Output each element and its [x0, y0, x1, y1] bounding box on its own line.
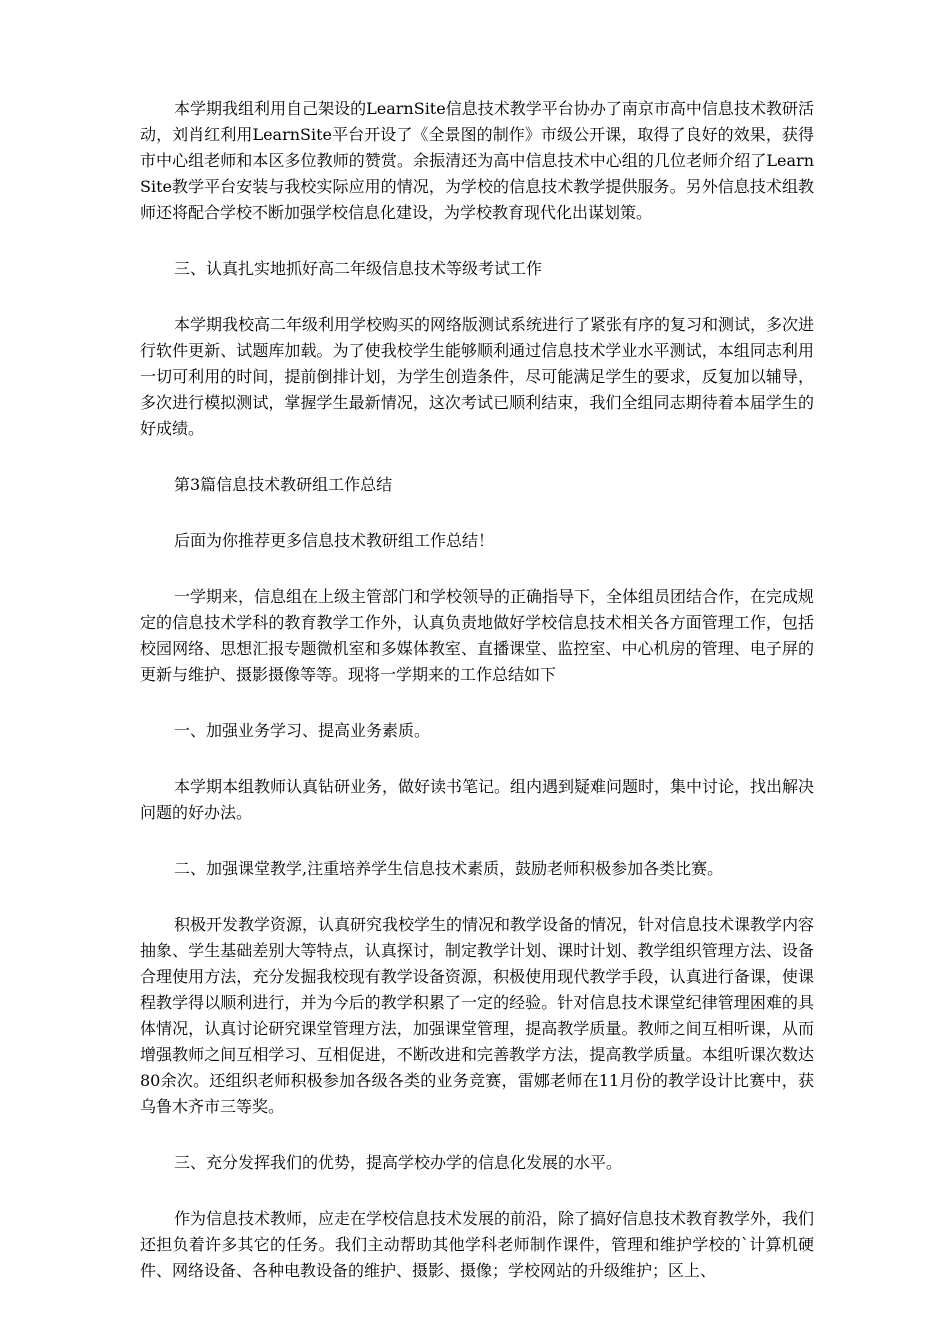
document-page [140, 96, 814, 1314]
paragraph-exam-work: 本学期我校高二年级利用学校购买的网络版测试系统进行了紧张有序的复习和测试，多次进行软件更新、试题库加载。为了使我校学生能够顺利通过信息技术学业水平测试，本组同志利用一切可利用的时间，提前倒排计划，为学生创造条件，尽可能满足学生的要求，反复加以辅导，多次进行模拟测试，掌握学生最新情况，这次考试已顺利结束，我们全组同志期待着本届学生的好成绩。 [140, 315, 815, 438]
paragraph-informatization: 作为信息技术教师，应走在学校信息技术发展的前沿，除了搞好信息技术教育教学外，我们还担负着许多其它的任务。我们主动帮助其他学科老师制作课件，管理和维护学校的`计算机硬件、网络设备、各种电教设备的维护、摄影、摄像；学校网站的升级维护；区上、 [140, 1209, 815, 1280]
paragraph-classroom-teaching: 积极开发教学资源，认真研究我校学生的情况和教学设备的情况，针对信息技术课教学内容抽象、学生基础差别大等特点，认真探讨，制定教学计划、课时计划、教学组织管理方法、设备合理使用方法，充分发掘我校现有教学设备资源，积极使用现代教学手段，认真进行备课，使课程教学得以顺利进行，并为今后的教学积累了一定的经验。针对信息技术课堂纪律管理困难的具体情况，认真讨论研究课堂管理方法，加强课堂管理，提高教学质量。教师之间互相听课，从而增强教师之间互相学习、互相促进，不断改进和完善教学方法，提高教学质量。本组听课次数达80余次。还组织老师积极参加各级各类的业务竞赛，雷娜老师在11月份的教学设计比赛中，获乌鲁木齐市三等奖。 [140, 915, 815, 1116]
recommendation-line: 后面为你推荐更多信息技术教研组工作总结！ [174, 531, 495, 550]
section-heading-business-study: 一、加强业务学习、提高业务素质。 [174, 721, 431, 740]
article-title-part3: 第3篇信息技术教研组工作总结 [174, 475, 393, 494]
section-heading-classroom-teaching: 二、加强课堂教学,注重培养学生信息技术素质，鼓励老师积极参加各类比赛。 [174, 859, 724, 878]
paragraph-business-study: 本学期本组教师认真钻研业务，做好读书笔记。组内遇到疑难问题时，集中讨论，找出解决问题的好办法。 [140, 777, 815, 822]
section-heading-exam-work: 三、认真扎实地抓好高二年级信息技术等级考试工作 [174, 259, 543, 278]
section-heading-informatization: 三、充分发挥我们的优势，提高学校办学的信息化发展的水平。 [174, 1153, 623, 1172]
paragraph-learnsite-platform: 本学期我组利用自己架设的LearnSite信息技术教学平台协办了南京市高中信息技术教研活动，刘肖红利用LearnSite平台开设了《全景图的制作》市级公开课，取得了良好的效果，获得市中心组老师和本区多位教师的赞赏。余振清还为高中信息技术中心组的几位老师介绍了LearnSite教学平台安装与我校实际应用的情况，为学校的信息技术教学提供服务。另外信息技术组教师还将配合学校不断加强学校信息化建设，为学校教育现代化出谋划策。 [140, 99, 814, 222]
paragraph-semester-overview: 一学期来，信息组在上级主管部门和学校领导的正确指导下，全体组员团结合作，在完成规定的信息技术学科的教育教学工作外，认真负责地做好学校信息技术相关各方面管理工作，包括校园网络、思想汇报专题微机室和多媒体教室、直播课堂、监控室、中心机房的管理、电子屏的更新与维护、摄影摄像等等。现将一学期来的工作总结如下 [140, 587, 815, 684]
